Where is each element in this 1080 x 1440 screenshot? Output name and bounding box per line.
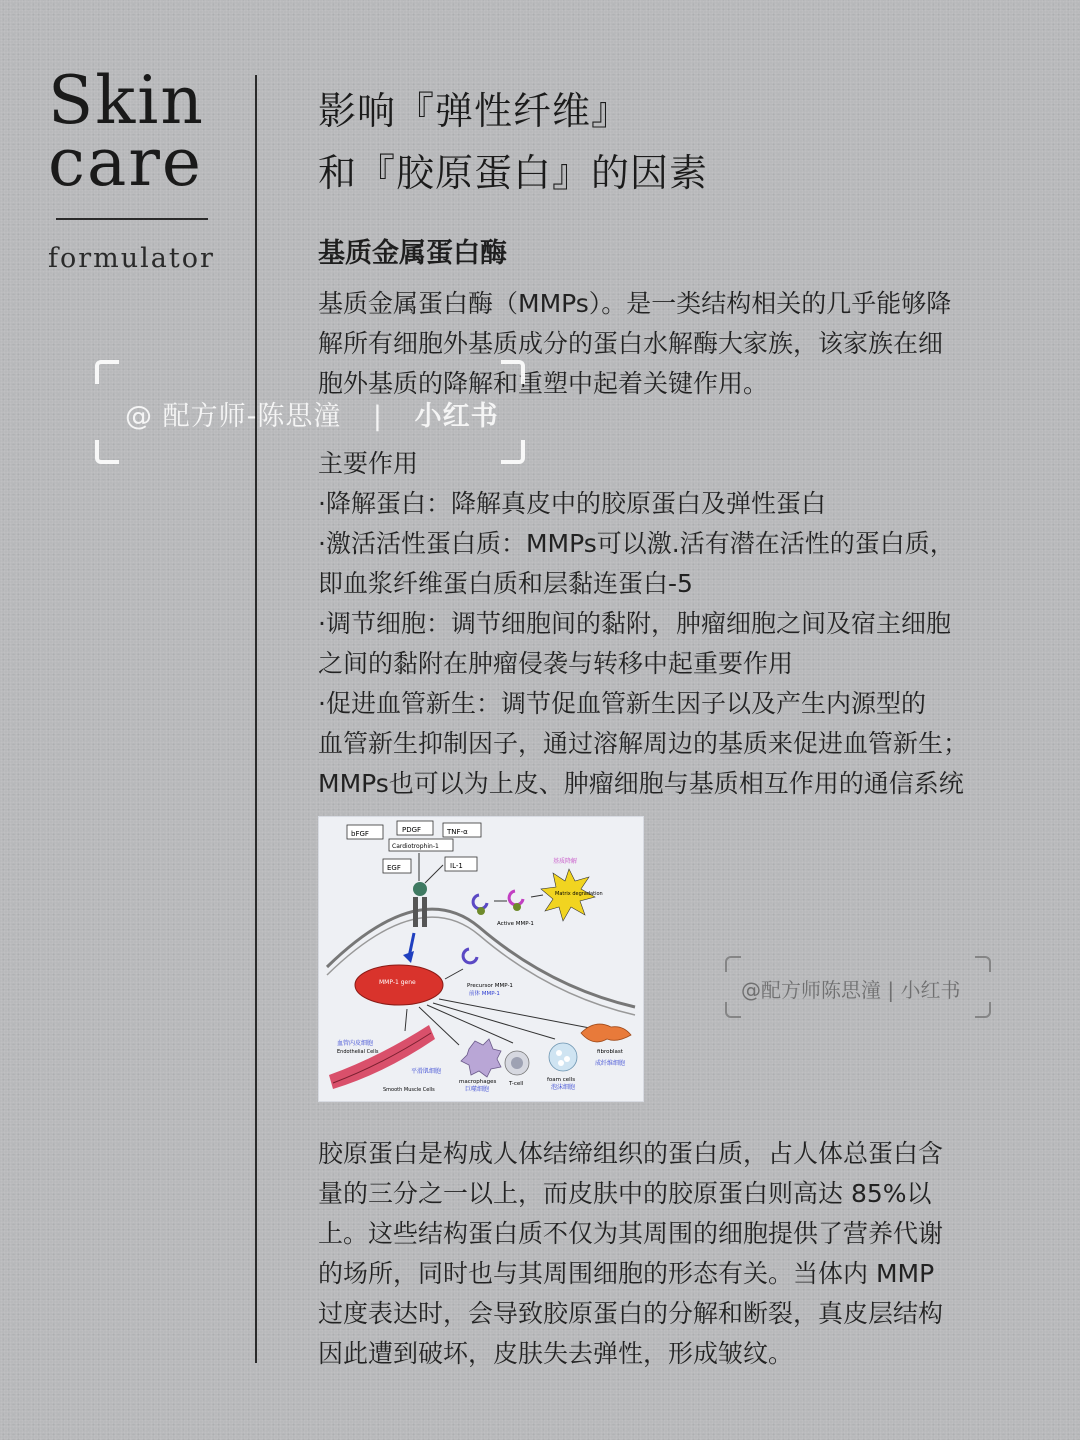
page-title (318, 80, 708, 204)
collagen-line: 因此遭到破坏，皮肤失去弹性，形成皱纹。 (318, 1339, 794, 1368)
receptor-left (413, 897, 418, 927)
label-macro: macrophages (459, 1079, 497, 1085)
watermark-brand: 小红书 (414, 401, 499, 432)
function-line: ·调节细胞：调节细胞间的黏附，肿瘤细胞之间及宿主细胞 (318, 609, 951, 638)
intro-line: 胞外基质的降解和重塑中起着关键作用。 (318, 369, 769, 398)
receptor-right (422, 897, 427, 927)
label-gene: MMP-1 gene (379, 979, 416, 986)
receptor-head (413, 882, 427, 896)
functions-heading: 主要作用 (318, 449, 419, 478)
active-mmp-1 (473, 895, 487, 909)
label-tcell: T-cell (509, 1081, 524, 1087)
label-fibro: fibroblast (597, 1049, 623, 1055)
macrophage (461, 1039, 501, 1077)
label-il1: IL-1 (450, 862, 463, 870)
collagen-line: 量的三分之一以上，而皮肤中的胶原蛋白则高达 85%以 (318, 1179, 932, 1208)
function-line: MMPs也可以为上皮、肿瘤细胞与基质相互作用的通信系统 (318, 769, 964, 798)
watermark-small (725, 956, 991, 1018)
collagen-line: 上。这些结构蛋白质不仅为其周围的细胞提供了营养代谢 (318, 1219, 944, 1248)
brand-word-skin: Skin (48, 62, 205, 139)
label-egf: EGF (387, 864, 401, 872)
label-tnf: TNF-α (447, 828, 468, 836)
functions-list (318, 444, 1018, 804)
function-line: ·激活活性蛋白质：MMPs可以激.活有潜在活性的蛋白质， (318, 529, 955, 558)
title-line-1: 影响『弹性纤维』 (318, 89, 631, 133)
active-mmp-2 (509, 891, 523, 905)
section-heading: 基质金属蛋白酶 (318, 238, 507, 269)
label-fibro-cn: 成纤维细胞 (595, 1060, 626, 1067)
brand-subtitle: formulator (48, 243, 215, 274)
label-foam: foam cells (547, 1077, 576, 1083)
function-line: 血管新生抑制因子，通过溶解周边的基质来促进血管新生； (318, 729, 969, 758)
collagen-line: 胶原蛋白是构成人体结缔组织的蛋白质，占人体总蛋白含 (318, 1139, 944, 1168)
function-line: ·降解蛋白：降解真皮中的胶原蛋白及弹性蛋白 (318, 489, 826, 518)
label-matrix-cn: 基质降解 (553, 858, 578, 865)
label-precursor: Precursor MMP-1 (467, 983, 513, 989)
label-cardiotrophin: Cardiotrophin-1 (392, 843, 439, 850)
label-matrix: Matrix degradation (555, 891, 603, 897)
mmp-pathway-diagram (318, 816, 644, 1102)
fibroblast (581, 1024, 631, 1042)
watermark-author: @ 配方师-陈思潼 (125, 401, 342, 432)
label-pdgf: PDGF (402, 826, 422, 834)
label-smooth-cn: 平滑肌细胞 (411, 1068, 442, 1075)
label-precursor-cn: 前体 MMP-1 (469, 991, 500, 997)
label-bfgf: bFGF (351, 830, 369, 838)
watermark-small-text: @配方师陈思潼 | 小红书 (741, 978, 961, 1002)
vertical-divider (255, 75, 257, 1363)
function-line: 即血浆纤维蛋白质和层黏连蛋白-5 (318, 569, 693, 598)
label-endo-cn: 血管内皮细胞 (337, 1040, 374, 1047)
label-foam-cn: 泡沫细胞 (551, 1084, 576, 1091)
diagram-svg (319, 817, 643, 1101)
label-smooth: Smooth Muscle Cells (383, 1087, 435, 1093)
watermark-main: @ 配方师-陈思潼 | 小红书 (95, 360, 525, 464)
foam-cell (549, 1043, 577, 1071)
collagen-line: 过度表达时，会导致胶原蛋白的分解和断裂，真皮层结构 (318, 1299, 944, 1328)
function-line: 之间的黏附在肿瘤侵袭与转移中起重要作用 (318, 649, 794, 678)
function-line: ·促进血管新生：调节促血管新生因子以及产生内源型的 (318, 689, 926, 718)
vessel-wall (329, 1025, 435, 1089)
intro-line: 解所有细胞外基质成分的蛋白水解酶大家族，该家族在细 (318, 329, 944, 358)
label-macro-cn: 巨噬细胞 (465, 1086, 490, 1093)
collagen-line: 的场所，同时也与其周围细胞的形态有关。当体内 MMP (318, 1259, 935, 1288)
label-active: Active MMP-1 (497, 921, 534, 927)
brand-word-care: care (48, 124, 203, 201)
collagen-paragraph (318, 1134, 1018, 1374)
title-line-2: 和『胶原蛋白』的因素 (318, 151, 709, 195)
brand-divider (56, 218, 208, 220)
precursor-mmp (463, 949, 477, 963)
intro-line: 基质金属蛋白酶（MMPs）。是一类结构相关的几乎能够降 (318, 289, 952, 318)
label-endo: Endothelial Cells (337, 1049, 379, 1055)
